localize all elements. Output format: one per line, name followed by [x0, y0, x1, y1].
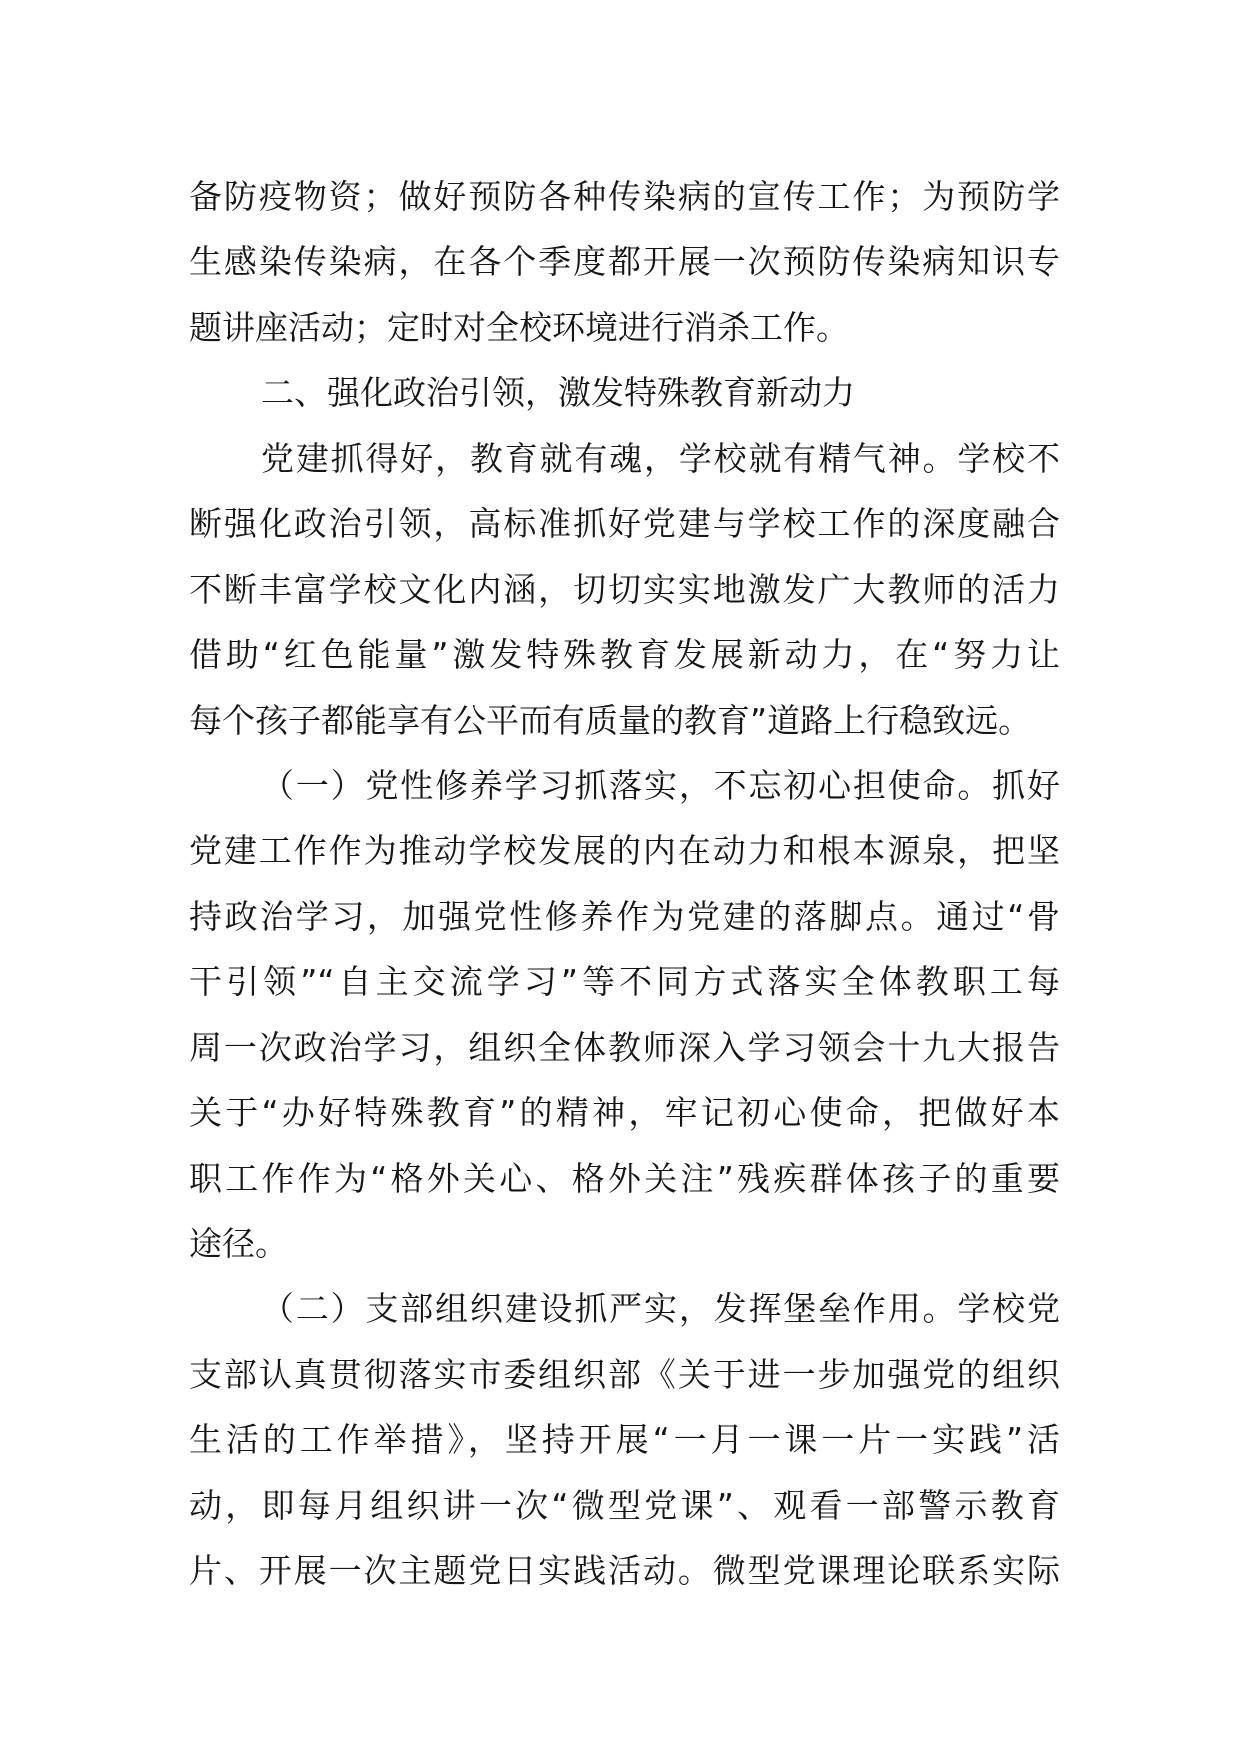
- paragraph-continued: [189, 164, 1060, 360]
- text-line: 党建工作作为推动学校发展的内在动力和根本源泉，把坚: [189, 831, 1060, 871]
- text-line: 支部认真贯彻落实市委组织部《关于进一步加强党的组织: [189, 1354, 1060, 1394]
- text-line: 生活的工作举措》，坚持开展“一月一课一片一实践”活: [189, 1420, 1060, 1460]
- text-line: 持政治学习，加强党性修养作为党建的落脚点。通过“骨: [189, 896, 1060, 936]
- text-line: 途径。: [189, 1224, 288, 1263]
- text-line: 周一次政治学习，组织全体教师深入学习领会十九大报告: [189, 1027, 1060, 1067]
- text-line: （二）支部组织建设抓严实，发挥堡垒作用。学校党: [261, 1289, 1060, 1329]
- text-line: 关于“办好特殊教育”的精神，牢记初心使命，把做好本: [189, 1093, 1060, 1133]
- text-line: 片、开展一次主题党日实践活动。微型党课理论联系实际: [189, 1551, 1060, 1591]
- text-line: 题讲座活动；定时对全校环境进行消杀工作。: [189, 307, 849, 347]
- text-line: 备防疫物资；做好预防各种传染病的宣传工作；为预防学: [189, 177, 1060, 216]
- paragraph: [189, 426, 1060, 753]
- text-line: 党建抓得好，教育就有魂，学校就有精气神。学校不: [261, 438, 1060, 478]
- text-line: 职工作作为“格外关心、格外关注”残疾群体孩子的重要: [189, 1158, 1060, 1198]
- text-line: 生感染传染病，在各个季度都开展一次预防传染病知识专: [189, 242, 1060, 282]
- paragraph: [189, 753, 1060, 1277]
- text-line: 借助“红色能量”激发特殊教育发展新动力，在“努力让: [189, 635, 1060, 675]
- paragraph: [189, 1276, 1060, 1603]
- text-line: （一）党性修养学习抓落实，不忘初心担使命。抓好: [261, 765, 1060, 805]
- text-line: 断强化政治引领，高标准抓好党建与学校工作的深度融合: [189, 504, 1060, 544]
- text-line: 不断丰富学校文化内涵，切切实实地激发广大教师的活力: [189, 569, 1060, 609]
- heading-line: 二、强化政治引领，激发特殊教育新动力: [261, 373, 855, 413]
- text-line: 每个孩子都能享有公平而有质量的教育”道路上行稳致远。: [189, 700, 1032, 740]
- section-heading: [189, 360, 1060, 425]
- text-line: 动，即每月组织讲一次“微型党课”、观看一部警示教育: [189, 1485, 1060, 1525]
- body-text: [189, 164, 1060, 1604]
- text-line: 干引领”“自主交流学习”等不同方式落实全体教职工每: [189, 962, 1060, 1002]
